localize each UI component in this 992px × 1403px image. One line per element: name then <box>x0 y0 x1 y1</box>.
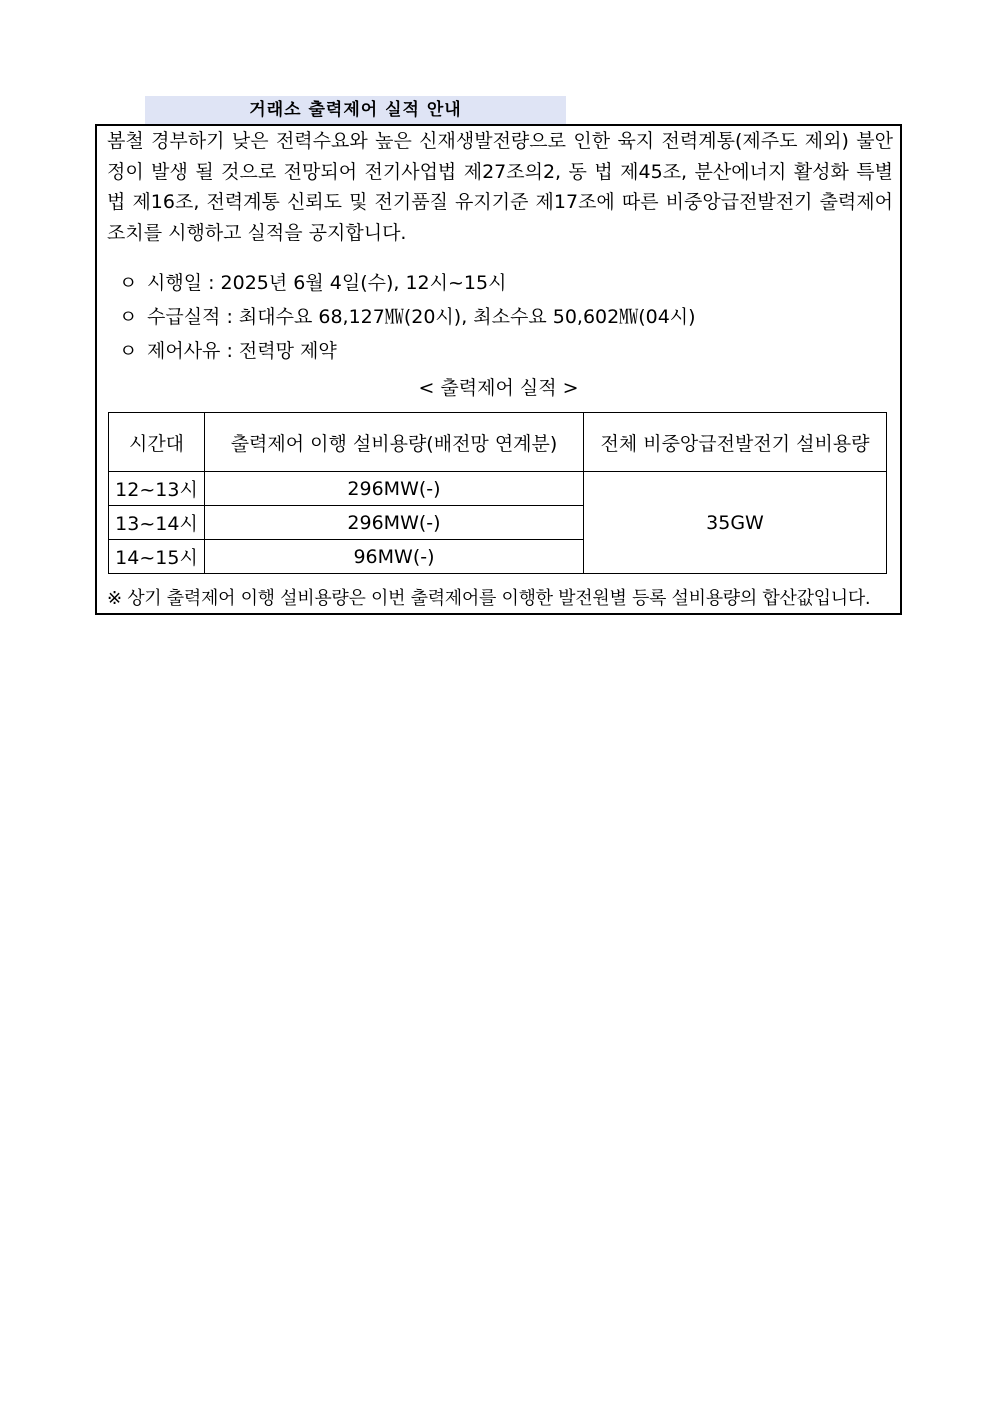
notice-box <box>95 124 902 615</box>
date-text: 시행일 : 2025년 6월 4일(수), 12시~15시 <box>147 272 507 294</box>
capacity-cell: 96MW(-) <box>205 540 584 574</box>
total-capacity-cell: 35GW <box>584 472 887 574</box>
list-item-demand <box>119 300 696 334</box>
bullet-mark: ㅇ <box>119 272 138 294</box>
demand-text: 수급실적 : 최대수요 68,127㎿(20시), 최소수요 50,602㎿(04시) <box>147 306 696 328</box>
header-time: 시간대 <box>109 413 205 472</box>
list-item-reason <box>119 334 696 368</box>
bullet-mark: ㅇ <box>119 340 138 362</box>
table-row <box>109 472 887 506</box>
list-item-date <box>119 266 696 300</box>
bullet-mark: ㅇ <box>119 306 138 328</box>
header-total: 전체 비중앙급전발전기 설비용량 <box>584 413 887 472</box>
footnote: ※ 상기 출력제어 이행 설비용량은 이번 출력제어를 이행한 발전원별 등록 설비용량의 합산값입니다. <box>107 588 871 609</box>
intro-paragraph: 봄철 경부하기 낮은 전력수요와 높은 신재생발전량으로 인한 육지 전력계통(제주도 제외) 불안정이 발생 될 것으로 전망되어 전기사업법 제27조의2, 동 법 제45조, 분산에너지 활성화 특별법 제16조, 전력계통 신뢰도 및 전기품질 유지기준 제17조에 따른 비중앙급전발전기 출력제어 조치를 시행하고 실적을 공지합니다. <box>107 130 893 244</box>
capacity-cell: 296MW(-) <box>205 506 584 540</box>
capacity-cell: 296MW(-) <box>205 472 584 506</box>
header-capacity: 출력제어 이행 설비용량(배전망 연계분) <box>205 413 584 472</box>
time-cell: 12~13시 <box>109 472 205 506</box>
notice-title: 거래소 출력제어 실적 안내 <box>145 96 566 124</box>
table-header-row <box>109 413 887 472</box>
table-caption: < 출력제어 실적 > <box>418 377 579 399</box>
summary-list <box>119 266 696 368</box>
performance-table <box>108 412 887 574</box>
time-cell: 14~15시 <box>109 540 205 574</box>
reason-text: 제어사유 : 전력망 제약 <box>147 340 337 362</box>
time-cell: 13~14시 <box>109 506 205 540</box>
